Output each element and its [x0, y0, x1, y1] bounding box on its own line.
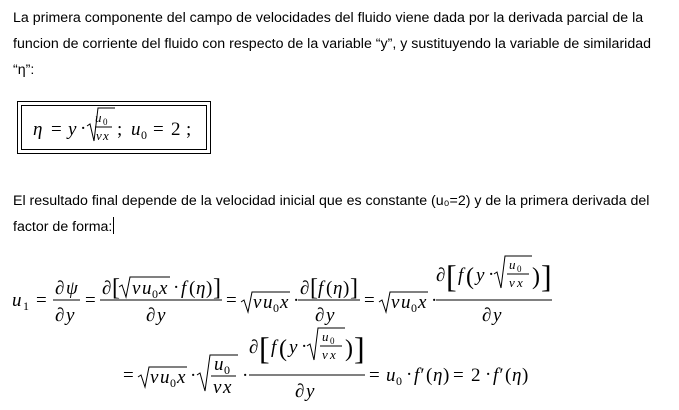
equals-sign: =	[36, 290, 47, 311]
u-symbol: u	[95, 110, 102, 125]
u-symbol: u	[263, 292, 273, 313]
left-paren: (	[189, 278, 196, 299]
right-bracket: ]	[541, 258, 552, 294]
subscript-zero: 0	[330, 336, 335, 346]
u-symbol: u	[131, 119, 141, 140]
eta-symbol: η	[333, 278, 343, 299]
f-symbol: f	[458, 265, 464, 286]
u-symbol: u	[401, 292, 411, 313]
subscript-zero: 0	[170, 376, 176, 390]
right-paren: )	[343, 278, 350, 299]
left-paren: (	[426, 365, 433, 386]
left-bracket: [	[259, 330, 270, 366]
nu-symbol: ν	[322, 347, 328, 362]
right-paren: )	[443, 365, 450, 386]
y-symbol: y	[476, 265, 485, 286]
nu-symbol: ν	[132, 278, 141, 299]
eta-symbol: η	[196, 278, 206, 299]
f-symbol: f	[318, 278, 324, 299]
y-symbol: y	[157, 305, 166, 326]
nu-symbol: ν	[96, 128, 102, 143]
partial-symbol: ∂	[315, 305, 325, 326]
nu-symbol: ν	[253, 292, 262, 313]
dot-operator: ·	[190, 365, 197, 386]
partial-symbol: ∂	[295, 381, 305, 402]
partial-symbol: ∂	[55, 305, 65, 326]
u-symbol: u	[160, 367, 170, 388]
eta-symbol: η	[33, 119, 43, 140]
partial-symbol: ∂	[102, 278, 112, 299]
x-symbol: x	[330, 347, 336, 362]
partial-symbol: ∂	[482, 305, 492, 326]
left-bracket: [	[310, 275, 318, 301]
left-paren: (	[326, 278, 333, 299]
y-symbol: y	[66, 305, 75, 326]
boxed-equation	[33, 108, 191, 143]
semicolon: ;	[117, 119, 123, 140]
u-symbol: u	[509, 257, 516, 272]
f-prime-symbol: f′	[493, 365, 503, 386]
psi-symbol: ψ	[66, 278, 78, 299]
equals-sign: =	[123, 365, 134, 386]
dot-operator: ·	[173, 277, 180, 298]
dot-operator: ·	[80, 118, 87, 139]
partial-symbol: ∂	[146, 305, 156, 326]
f-symbol: f	[271, 337, 277, 358]
y-symbol: y	[493, 305, 502, 326]
left-bracket: [	[112, 275, 120, 301]
equals-sign: =	[364, 290, 375, 311]
equals-sign: =	[226, 290, 237, 311]
dot-operator: ·	[485, 364, 492, 385]
semicolon: ;	[186, 119, 192, 140]
y-symbol: y	[68, 119, 77, 140]
u-symbol: u	[322, 329, 329, 344]
right-bracket: ]	[354, 330, 365, 366]
partial-symbol: ∂	[436, 265, 446, 286]
left-paren: (	[466, 264, 474, 290]
equals-sign: =	[153, 119, 164, 140]
f-symbol: f	[181, 278, 187, 299]
y-symbol: y	[306, 381, 315, 402]
y-symbol: y	[326, 305, 335, 326]
u-symbol: u	[142, 278, 152, 299]
y-symbol: y	[289, 337, 298, 358]
x-symbol: x	[103, 128, 109, 143]
x-symbol: x	[517, 275, 523, 290]
equals-sign: =	[369, 365, 380, 386]
equals-sign: =	[85, 290, 96, 311]
dot-operator: ·	[488, 264, 495, 285]
derivation-line-1	[12, 256, 552, 326]
value-two: 2	[471, 365, 481, 386]
eta-symbol: η	[512, 365, 522, 386]
x-symbol: x	[159, 278, 168, 299]
x-symbol: x	[280, 292, 289, 313]
subscript-zero: 0	[103, 117, 108, 127]
x-symbol: x	[223, 377, 232, 398]
subscript-zero: 0	[411, 301, 417, 315]
derivation-line-2	[123, 328, 528, 402]
partial-symbol: ∂	[249, 337, 259, 358]
right-bracket: ]	[213, 275, 221, 301]
u-symbol: u	[12, 290, 22, 311]
subscript-zero: 0	[396, 374, 402, 388]
dot-operator: ·	[431, 290, 438, 311]
partial-symbol: ∂	[55, 278, 65, 299]
subscript-zero: 0	[141, 128, 147, 142]
equals-sign: =	[453, 365, 464, 386]
left-paren: (	[505, 365, 512, 386]
left-paren: (	[279, 336, 287, 362]
right-paren: )	[532, 264, 540, 290]
subscript-zero: 0	[273, 301, 279, 315]
subscript-zero: 0	[224, 363, 230, 377]
dot-operator: ·	[406, 364, 413, 385]
eta-symbol: η	[433, 365, 443, 386]
right-paren: )	[206, 278, 213, 299]
x-symbol: x	[177, 367, 186, 388]
partial-symbol: ∂	[300, 278, 310, 299]
right-paren: )	[522, 365, 529, 386]
subscript-one: 1	[23, 299, 29, 313]
nu-symbol: ν	[150, 367, 159, 388]
dot-operator: ·	[293, 290, 300, 311]
u-symbol: u	[214, 354, 224, 375]
x-symbol: x	[418, 292, 427, 313]
intro-paragraph: La primera componente del campo de velocidades del fluido viene dada por la derivada parcial de la funcion de corriente del fluido con respecto de la variable “y”, y sustituyendo la variable de similaridad “η”:	[13, 10, 651, 78]
nu-symbol: ν	[213, 377, 222, 398]
dot-operator: ·	[242, 365, 249, 386]
f-prime-symbol: f′	[414, 365, 424, 386]
u-symbol: u	[386, 365, 396, 386]
result-text: El resultado final depende de la velocidad inicial que es constante (u₀=2) y de la primera derivada del factor de forma:	[13, 193, 650, 235]
right-bracket: ]	[350, 275, 358, 301]
right-paren: )	[345, 336, 353, 362]
left-bracket: [	[446, 258, 457, 294]
subscript-zero: 0	[517, 264, 522, 274]
value-two: 2	[171, 119, 181, 140]
nu-symbol: ν	[391, 292, 400, 313]
dot-operator: ·	[301, 336, 308, 357]
nu-symbol: ν	[509, 275, 515, 290]
subscript-zero: 0	[152, 287, 158, 301]
equals-sign: =	[51, 119, 62, 140]
